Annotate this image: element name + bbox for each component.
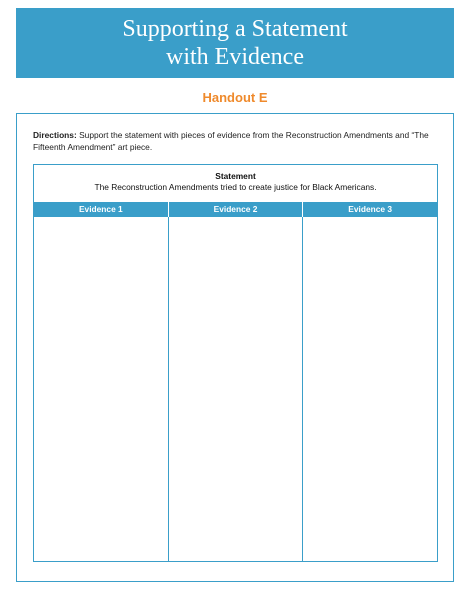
statement-box	[34, 165, 437, 202]
evidence-body-row	[34, 217, 437, 561]
title-line-2: with Evidence	[166, 44, 304, 70]
handout-label: Handout E	[202, 90, 268, 105]
statement-title: Statement	[215, 171, 256, 181]
evidence-1-cell[interactable]	[34, 217, 169, 561]
title-banner	[16, 8, 454, 78]
evidence-2-header: Evidence 2	[169, 202, 304, 217]
statement-text: The Reconstruction Amendments tried to create justice for Black Americans.	[94, 182, 377, 192]
evidence-3-header: Evidence 3	[348, 204, 393, 214]
directions-text: Support the statement with pieces of evidence from the Reconstruction Amendments and “The Fifteenth Amendment” art piece.	[33, 130, 429, 152]
evidence-1-header: Evidence 1	[34, 202, 169, 217]
directions-label: Directions:	[33, 130, 77, 140]
title-line-1: Supporting a Statement	[122, 16, 348, 42]
evidence-2-cell[interactable]	[169, 217, 304, 561]
evidence-table	[33, 164, 438, 562]
evidence-header-row	[34, 202, 437, 217]
evidence-3-cell[interactable]	[303, 217, 437, 561]
directions	[33, 129, 441, 153]
